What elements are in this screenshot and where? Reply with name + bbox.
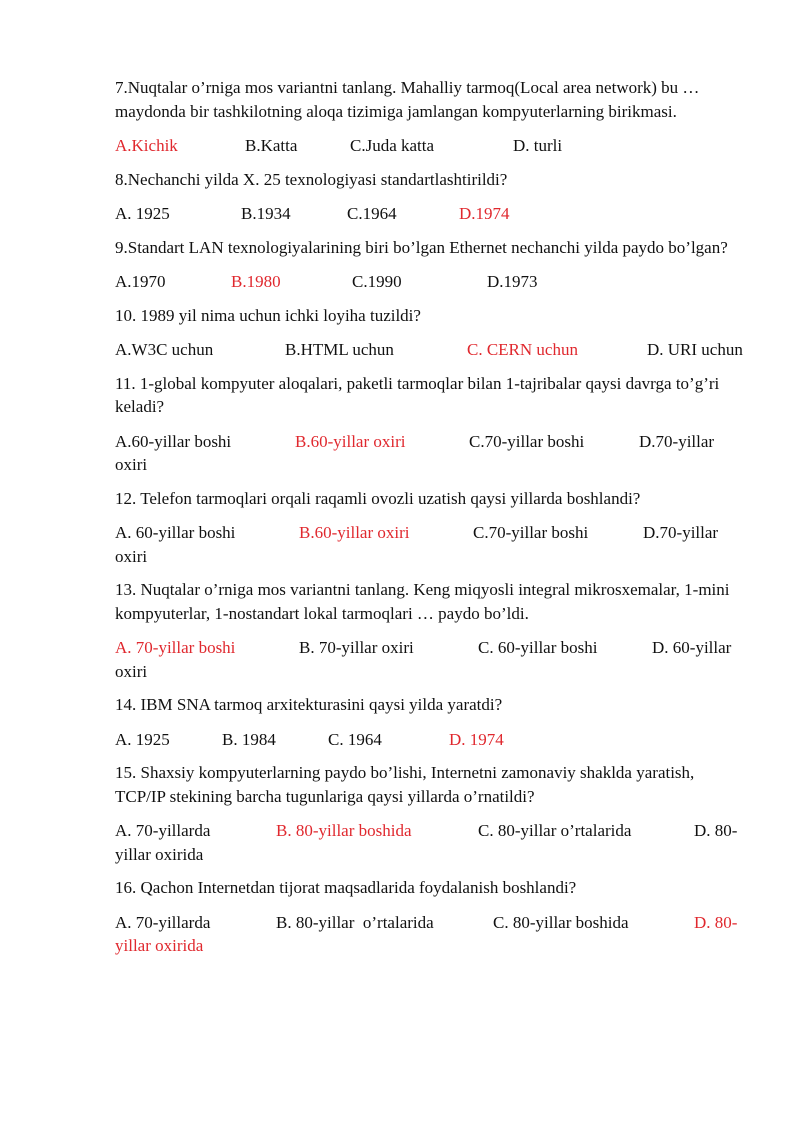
question-15: 15. Shaxsiy kompyuterlarning paydo bo’lishi, Internetni zamonaviy shaklda yaratish, TCP/IP stekining barcha tugunlariga qaysi yillarda o’rnatildi? bbox=[115, 763, 695, 806]
option-13-a: A. 70-yillar boshi bbox=[115, 638, 236, 657]
question-8: 8.Nechanchi yilda X. 25 texnologiyasi standartlashtirildi? bbox=[115, 169, 508, 189]
option-9-a: A.1970 bbox=[115, 272, 166, 291]
question-10: 10. 1989 yil nima uchun ichki loyiha tuzildi? bbox=[115, 305, 421, 325]
option-9-c: C.1990 bbox=[352, 272, 402, 291]
option-12-d: D.70-yillar oxiri bbox=[115, 523, 719, 566]
option-13-d: D. 60-yillar oxiri bbox=[115, 638, 732, 681]
option-11-b: B.60-yillar oxiri bbox=[295, 431, 406, 451]
option-10-a: A.W3C uchun bbox=[115, 340, 214, 359]
option-13-b: B. 70-yillar oxiri bbox=[299, 638, 414, 657]
options-13 bbox=[115, 636, 745, 683]
question-11: 11. 1-global kompyuter aloqalari, paketli tarmoqlar bilan 1-tajribalar qaysi davrga to’g’ri keladi? bbox=[115, 373, 720, 416]
option-15-d: D. 80-yillar oxirida bbox=[115, 821, 738, 864]
option-15-c: C. 80-yillar o’rtalarida bbox=[478, 821, 632, 840]
option-12-b: B.60-yillar oxiri bbox=[299, 523, 410, 542]
option-8-a: A. 1925 bbox=[115, 204, 170, 223]
question-16: 16. Qachon Internetdan tijorat maqsadlarida foydalanish boshlandi? bbox=[115, 878, 577, 897]
option-14-d: D. 1974 bbox=[449, 729, 504, 749]
options-9 bbox=[115, 270, 745, 294]
option-11-c: C.70-yillar boshi bbox=[469, 431, 585, 451]
option-14-c: C. 1964 bbox=[328, 729, 382, 749]
option-10-b: B.HTML uchun bbox=[285, 340, 394, 359]
options-15 bbox=[115, 819, 745, 866]
question-7: 7.Nuqtalar o’rniga mos variantni tanlang. Mahalliy tarmoq(Local area network) bu … maydonda bir tashkilotning aloqa tizimiga jamlangan kompyuterlarning birikmasi. bbox=[115, 78, 700, 121]
option-7-c: C.Juda katta bbox=[350, 136, 435, 155]
option-10-c: C. CERN uchun bbox=[467, 340, 578, 359]
option-7-b: B.Katta bbox=[245, 136, 298, 155]
option-9-b: B.1980 bbox=[231, 272, 281, 291]
option-11-a: A.60-yillar boshi bbox=[115, 431, 232, 451]
options-7 bbox=[115, 134, 745, 158]
options-11 bbox=[115, 430, 745, 477]
option-15-a: A. 70-yillarda bbox=[115, 821, 211, 840]
options-14 bbox=[115, 728, 745, 752]
option-7-a: A.Kichik bbox=[115, 136, 178, 155]
option-8-d: D.1974 bbox=[459, 204, 510, 223]
question-13: 13. Nuqtalar o’rniga mos variantni tanlang. Keng miqyosli integral mikrosxemalar, 1-mini kompyuterlar, 1-nostandart lokal tarmoqlari … paydo bo’ldi. bbox=[115, 580, 730, 623]
option-8-b: B.1934 bbox=[241, 204, 291, 223]
question-14: 14. IBM SNA tarmoq arxitekturasini qaysi yilda yaratdi? bbox=[115, 695, 503, 714]
option-9-d: D.1973 bbox=[487, 272, 538, 291]
options-12 bbox=[115, 521, 745, 568]
option-16-b: B. 80-yillar o’rtalarida bbox=[276, 912, 434, 932]
option-16-d: D. 80-yillar oxirida bbox=[115, 912, 738, 955]
option-14-b: B. 1984 bbox=[222, 729, 276, 749]
option-15-b: B. 80-yillar boshida bbox=[276, 821, 412, 840]
option-16-a: A. 70-yillarda bbox=[115, 912, 211, 932]
option-13-c: C. 60-yillar boshi bbox=[478, 638, 598, 657]
option-7-d: D. turli bbox=[513, 136, 563, 155]
question-9: 9.Standart LAN texnologiyalarining biri bo’lgan Ethernet nechanchi yilda paydo bo’lgan? bbox=[115, 237, 728, 257]
question-12: 12. Telefon tarmoqlari orqali raqamli ovozli uzatish qaysi yillarda boshlandi? bbox=[115, 488, 641, 508]
quiz-page bbox=[115, 76, 745, 968]
options-16 bbox=[115, 911, 745, 958]
option-16-c: C. 80-yillar boshida bbox=[493, 912, 629, 932]
options-8 bbox=[115, 202, 745, 226]
option-14-a: A. 1925 bbox=[115, 729, 170, 749]
option-11-d: D.70-yillar oxiri bbox=[115, 431, 715, 474]
options-10 bbox=[115, 338, 745, 362]
option-12-a: A. 60-yillar boshi bbox=[115, 523, 236, 542]
option-12-c: C.70-yillar boshi bbox=[473, 523, 589, 542]
option-8-c: C.1964 bbox=[347, 204, 397, 223]
option-10-d: D. URI uchun bbox=[647, 340, 743, 359]
